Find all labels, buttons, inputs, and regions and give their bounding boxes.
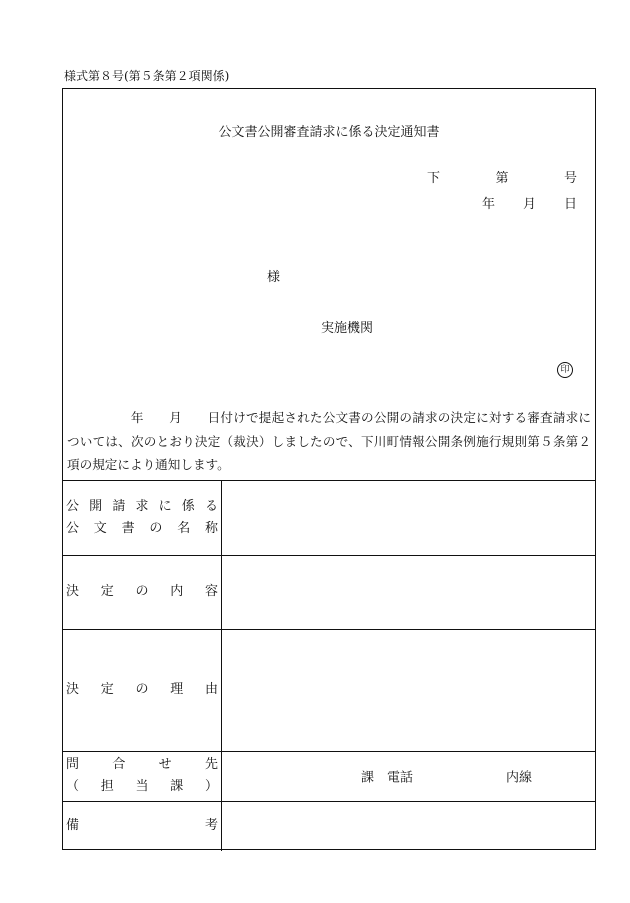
label-line: （ 担 当 課 ） <box>66 779 218 794</box>
row-label <box>63 629 222 751</box>
label-line: 備 考 <box>66 818 218 833</box>
date-day: 日 <box>563 197 577 212</box>
table-row-document-name <box>63 481 595 556</box>
info-table <box>63 480 595 849</box>
contact-phone: 電話 <box>387 770 414 786</box>
seal-mark: 印 <box>557 362 573 378</box>
document-number-mid: 第 <box>495 171 509 186</box>
document-number-suffix: 号 <box>563 171 577 186</box>
issuer: 実施機関 <box>321 321 374 336</box>
contact-extension: 内線 <box>506 770 533 786</box>
contact-field[interactable] <box>222 751 595 801</box>
document-number-prefix: 下 <box>427 171 441 186</box>
contact-section: 課 <box>361 770 375 786</box>
date-month: 月 <box>522 197 536 212</box>
table-row-contact <box>63 751 595 802</box>
label-line: 公 開 請 求 に 係 る <box>66 499 218 514</box>
row-label <box>63 751 222 801</box>
document-date <box>482 193 577 212</box>
date-year: 年 <box>482 197 496 212</box>
form-frame <box>62 88 596 850</box>
document-name-field[interactable] <box>222 481 595 555</box>
decision-content-field[interactable] <box>222 555 595 629</box>
table-row-decision-content <box>63 555 595 630</box>
row-label <box>63 801 222 851</box>
decision-reason-field[interactable] <box>222 629 595 751</box>
label-line: 決 定 の 理 由 <box>66 682 218 697</box>
label-line: 問 合 せ 先 <box>66 757 218 772</box>
label-line: 公 文 書 の 名 称 <box>66 521 218 536</box>
remarks-field[interactable] <box>222 801 595 851</box>
body-text: 年 月 日付けで提起された公文書の公開の請求の決定に対する審査請求については、次のとおり決定（裁決）しましたので、下川町情報公開条例施行規則第５条第２項の規定により通知します。 <box>67 410 591 472</box>
row-label <box>63 481 222 555</box>
document-number <box>427 167 577 186</box>
document-title: 公文書公開審査請求に係る決定通知書 <box>218 125 440 140</box>
label-line: 決 定 の 内 容 <box>66 584 218 599</box>
form-number: 様式第８号(第５条第２項関係) <box>64 69 230 83</box>
table-row-decision-reason <box>63 629 595 752</box>
row-label <box>63 555 222 629</box>
table-row-remarks <box>63 801 595 851</box>
addressee: 様 <box>267 270 281 285</box>
